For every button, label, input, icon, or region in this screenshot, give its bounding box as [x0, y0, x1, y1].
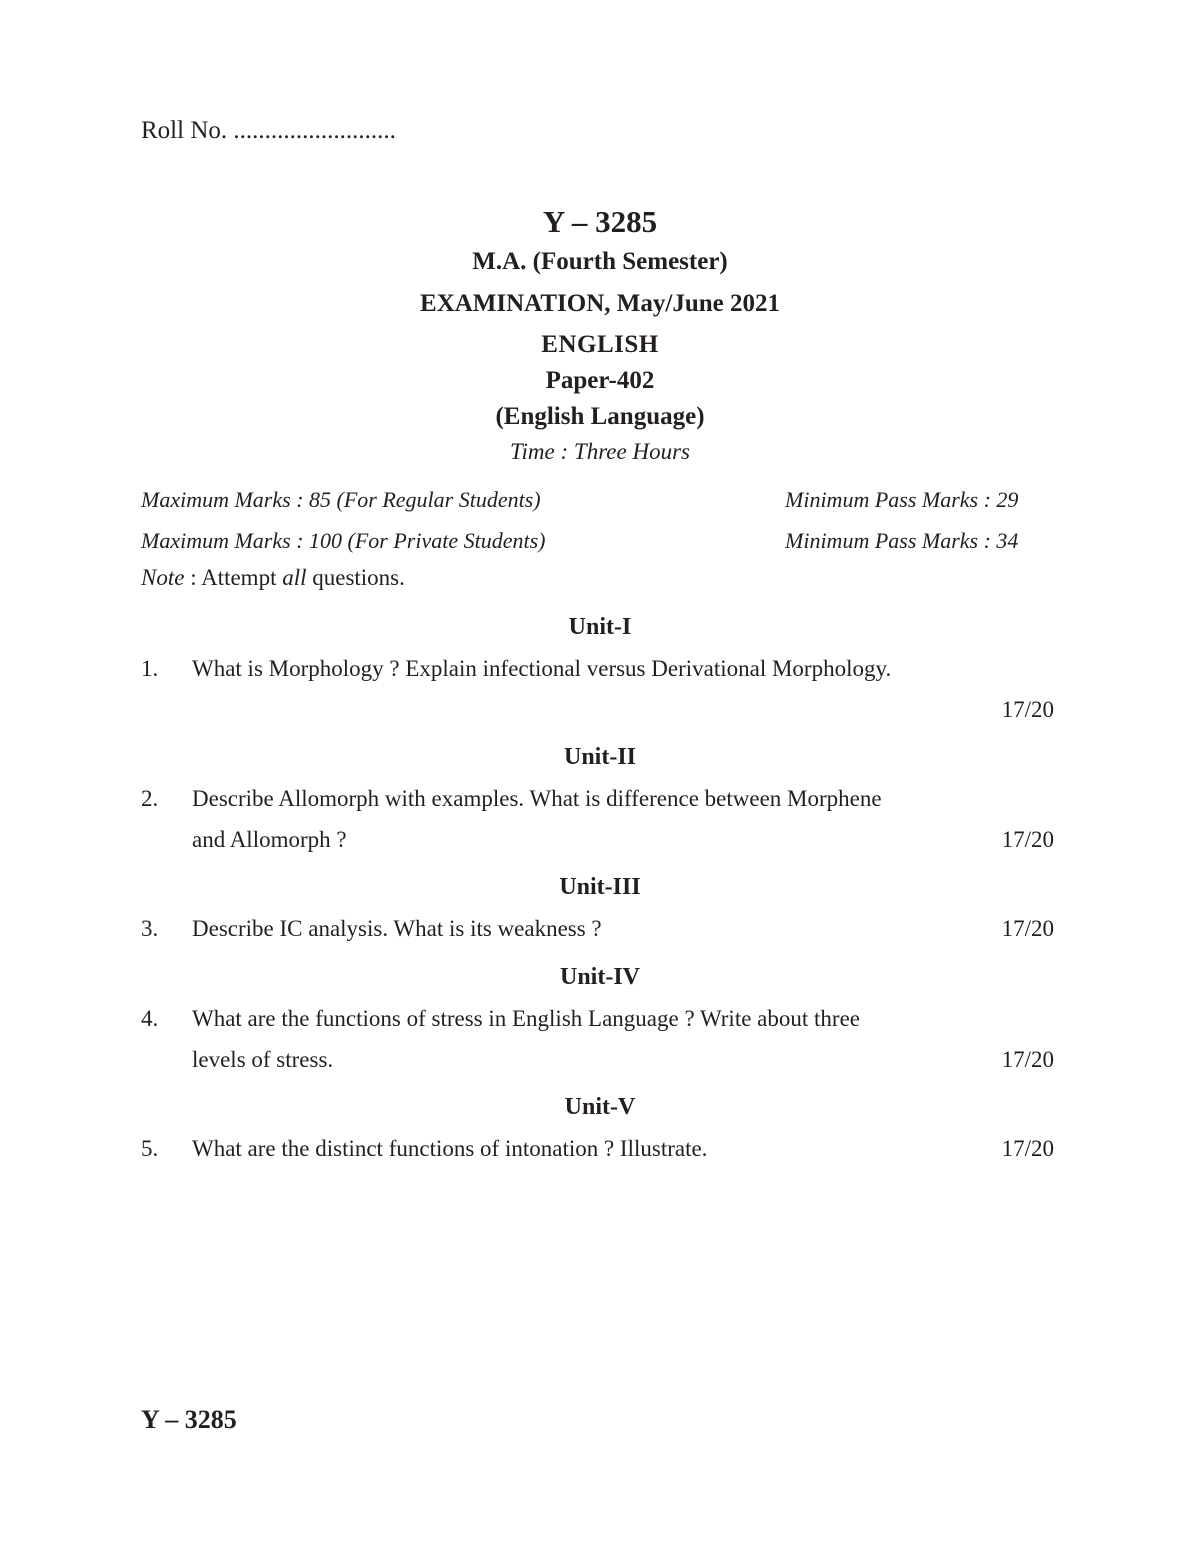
- note-label: Note: [141, 565, 185, 590]
- note-emphasis: all: [282, 565, 307, 590]
- note-text-pre: : Attempt: [184, 565, 283, 590]
- question-marks: 17/20: [1001, 827, 1054, 852]
- question-marks: 17/20: [1001, 1047, 1054, 1072]
- course-title: M.A. (Fourth Semester): [472, 248, 728, 275]
- min-pass-marks-private: Minimum Pass Marks : 34: [785, 528, 1019, 553]
- paper-number: Paper-402: [545, 367, 655, 394]
- footer-paper-code: Y – 3285: [141, 1405, 237, 1434]
- max-marks-private: Maximum Marks : 100 (For Private Students): [141, 528, 546, 553]
- unit-heading: Unit-III: [559, 874, 641, 900]
- unit-heading: Unit-I: [568, 614, 632, 640]
- max-marks-regular: Maximum Marks : 85 (For Regular Students): [141, 487, 541, 512]
- question-number: 4.: [141, 1006, 159, 1031]
- question-marks: 17/20: [1001, 916, 1054, 941]
- note-text-post: questions.: [306, 565, 405, 590]
- time-allowed: Time : Three Hours: [510, 439, 690, 464]
- question-number: 5.: [141, 1136, 159, 1161]
- question-text-continued: and Allomorph ?: [192, 827, 347, 852]
- question-number: 3.: [141, 916, 159, 941]
- paper-name: (English Language): [495, 403, 705, 430]
- exam-title: EXAMINATION, May/June 2021: [420, 290, 780, 317]
- unit-heading: Unit-IV: [559, 964, 640, 990]
- question-text: Describe IC analysis. What is its weakness ?: [192, 916, 602, 941]
- paper-code: Y – 3285: [542, 204, 658, 239]
- question-marks: 17/20: [1001, 1136, 1054, 1161]
- question-text: Describe Allomorph with examples. What is difference between Morphene: [192, 786, 882, 811]
- min-pass-marks-regular: Minimum Pass Marks : 29: [785, 487, 1019, 512]
- question-text: What is Morphology ? Explain infectional versus Derivational Morphology.: [192, 656, 892, 681]
- question-text: What are the distinct functions of intonation ? Illustrate.: [192, 1136, 708, 1161]
- unit-heading: Unit-V: [564, 1094, 636, 1120]
- roll-number-field: Roll No. ..........................: [141, 117, 396, 144]
- question-text-continued: levels of stress.: [192, 1047, 334, 1072]
- subject-title: ENGLISH: [541, 331, 659, 358]
- unit-heading: Unit-II: [563, 744, 636, 770]
- question-text: What are the functions of stress in English Language ? Write about three: [192, 1006, 860, 1031]
- instructions-note: [141, 565, 405, 591]
- question-number: 1.: [141, 656, 159, 681]
- question-marks: 17/20: [1001, 697, 1054, 722]
- question-number: 2.: [141, 786, 159, 811]
